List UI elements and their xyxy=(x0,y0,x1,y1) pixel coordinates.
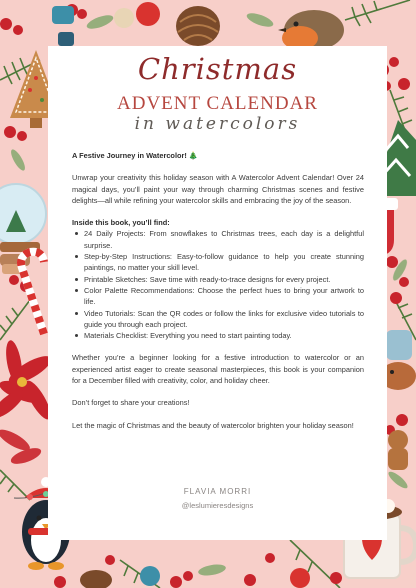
candy-cane-icon xyxy=(21,252,44,334)
snow-globe-icon xyxy=(0,184,46,252)
list-item: Step-by-Step Instructions: Easy-to-follow guidance to help you create stunning paintings, no matter your skill level. xyxy=(72,251,364,274)
author-handle: @leslumieresdesigns xyxy=(181,501,254,510)
list-item: Materials Checklist: Everything you need to start painting today. xyxy=(72,330,364,341)
title-main: ADVENT CALENDAR xyxy=(117,93,318,114)
content-page xyxy=(48,46,387,540)
paragraph-share: Don’t forget to share your creations! xyxy=(72,398,190,408)
poinsettia-icon xyxy=(0,339,55,422)
list-item: Video Tutorials: Scan the QR codes or follow the links for exclusive video tutorials to guide you through each project. xyxy=(72,308,364,331)
paragraph-beginner: Whether you’re a beginner looking for a festive introduction to watercolor or an experienced artist eager to create seasonal masterpieces, this book is your companion for a December filled with creativity, color, and holiday cheer. xyxy=(72,353,364,386)
subtitle: A Festive Journey in Watercolor! 🎄 xyxy=(72,151,199,160)
author-name: FLAVIA MORRI xyxy=(183,487,252,496)
robin-bird-icon xyxy=(278,10,344,50)
list-item: 24 Daily Projects: From snowflakes to Christmas trees, each day is a delightful surprise. xyxy=(72,228,364,251)
title-script: Christmas xyxy=(137,52,298,86)
paragraph-closing: Let the magic of Christmas and the beauty of watercolor brighten your holiday season! xyxy=(72,420,354,430)
feature-list xyxy=(72,228,364,341)
list-item: Color Palette Recommendations: Choose the perfect hues to bring your artwork to life. xyxy=(72,285,364,308)
intro-paragraph: Unwrap your creativity this holiday season with A Watercolor Advent Calendar! Over 24 magical days, you’ll paint your way through charming Christmas scenes and festive delights—all while refining your watercolor skills and embracing the joy of the season. xyxy=(72,173,364,205)
list-heading: Inside this book, you’ll find: xyxy=(72,218,170,228)
body-text xyxy=(72,150,364,442)
list-item: Printable Sketches: Save time with ready-to-trace designs for every project. xyxy=(72,274,364,285)
title-sub: in watercolors xyxy=(134,114,301,134)
pinecone-icon xyxy=(176,6,220,46)
